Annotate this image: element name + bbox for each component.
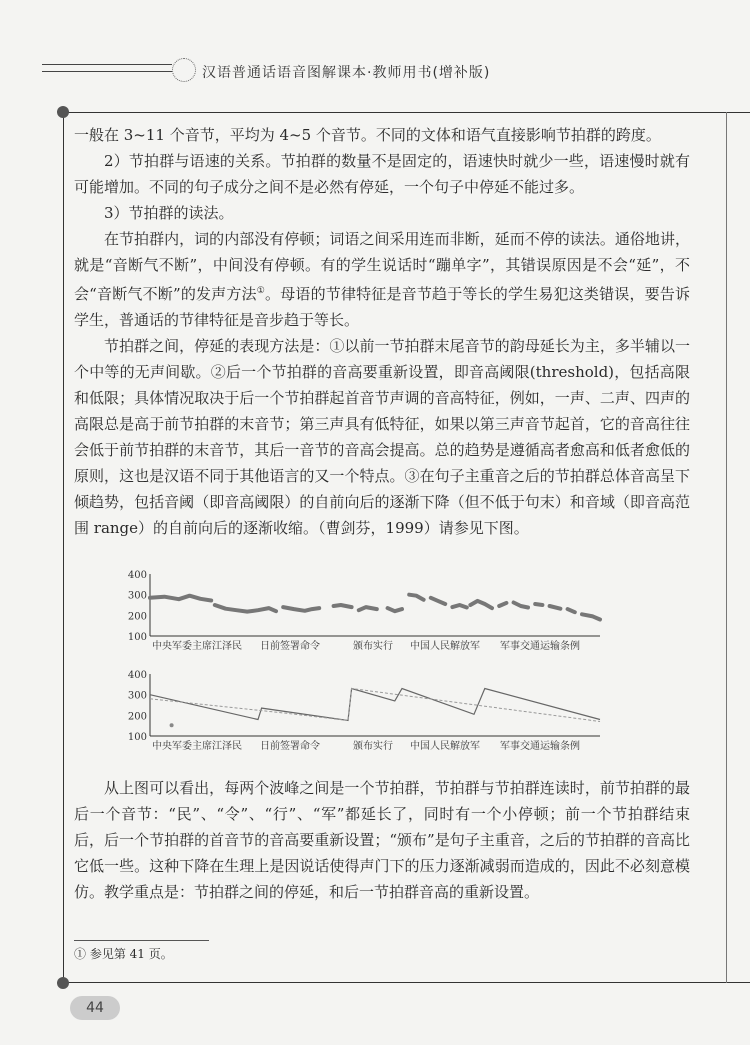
- y-tick-label: 200: [127, 711, 147, 723]
- y-tick-label: 200: [127, 611, 147, 623]
- pitch-contour-segment: [359, 607, 377, 610]
- data-point: [170, 723, 174, 727]
- corner-dot: [57, 977, 69, 989]
- y-tick-label: 400: [127, 570, 147, 581]
- y-tick-label: 100: [127, 632, 147, 643]
- pitch-contour-segment: [499, 603, 506, 606]
- header-ornament: [172, 58, 196, 82]
- pitch-contour-segment: [582, 614, 600, 619]
- pitch-contour-segment: [334, 605, 352, 607]
- frame-left-rule: [63, 112, 64, 983]
- running-header: 汉语普通话语音图解课本·教师用书(增补版): [202, 65, 491, 81]
- header-rule: [42, 64, 172, 78]
- paragraph: [74, 226, 690, 333]
- frame-bottom-rule: [63, 982, 750, 983]
- y-tick-label: 300: [127, 590, 147, 602]
- y-tick-label: 300: [127, 690, 147, 702]
- pitch-contour-segment: [215, 605, 276, 612]
- paragraph-text: 在节拍群内，词的内部没有停顿；词语之间采用连而非断，延而不停的读法。通俗地讲，就是“音断气不断”，中间没有停顿。有的学生说话时“蹦单字”，其错误原因是不会“延”，不会“音断气不断”的发声方法: [74, 230, 690, 303]
- pitch-contour-segment: [409, 595, 423, 600]
- category-label: 中国人民解放军: [410, 741, 480, 752]
- page-number: 44: [70, 996, 120, 1020]
- paragraph: 节拍群之间，停延的表现方法是：①以前一节拍群末尾音节的韵母延长为主，多半辅以一个中等的无声间歇。②后一个节拍群的音高要重新设置，即音高阈限(threshold)，包括高限和低限；具体情况取决于后一个节拍群起首音节声调的音高特征，例如，一声、二声、四声的高限总是高于前节拍群的末音节；第三声具有低特征，如果以第三声音节起首，它的音高往往会低于前节拍群的末音节，其后一音节的音高会提高。总的趋势是遵循高者愈高和低者愈低的原则，这也是汉语不同于其他语言的又一个特点。③在句子主重音之后的节拍群总体音高呈下倾趋势，包括音阈（即音高阈限）的自前向后的逐渐下降（但不低于句末）和音域（即音高范围 range）的自前向后的逐渐收缩。（曹剑芬，1999）请参见下图。: [74, 337, 690, 537]
- pitch-chart-stylized: [120, 666, 610, 758]
- pitch-contour-segment: [514, 603, 528, 608]
- pitch-line: [150, 689, 600, 722]
- footnote-rule: [74, 940, 209, 941]
- category-label: 颁布实行: [353, 641, 393, 652]
- category-label: 日前签署命令: [260, 741, 320, 752]
- pitch-contour-segment: [431, 598, 445, 604]
- pitch-contour-segment: [150, 596, 211, 601]
- footnote-marker: ①: [256, 286, 266, 296]
- y-tick-label: 400: [127, 670, 147, 681]
- pitch-contour-segment: [550, 606, 561, 609]
- pitch-chart-raw: [120, 566, 610, 656]
- paragraph: 3）节拍群的读法。: [104, 204, 234, 222]
- category-label: 中央军委主席江泽民: [152, 741, 242, 752]
- pitch-contour-segment: [388, 608, 402, 611]
- category-label: 军事交通运输条例: [500, 641, 580, 652]
- category-label: 中国人民解放军: [410, 641, 480, 652]
- paragraph: 一般在 3~11 个音节，平均为 4~5 个音节。不同的文体和语气直接影响节拍群的跨度。: [74, 126, 661, 144]
- category-label: 颁布实行: [353, 741, 393, 752]
- paragraph: 2）节拍群与语速的关系。节拍群的数量不是固定的，语速快时就少一些，语速慢时就有可能增加。不同的句子成分之间不是必然有停延，一个句子中停延不能过多。: [74, 152, 690, 196]
- category-label: 中央军委主席江泽民: [152, 641, 242, 652]
- pitch-contour-segment: [452, 605, 466, 608]
- body-text: [74, 122, 690, 541]
- corner-dot: [57, 106, 69, 118]
- pitch-contour-segment: [283, 607, 319, 611]
- frame-top-rule: [63, 112, 750, 113]
- paragraph: 从上图可以看出，每两个波峰之间是一个节拍群，节拍群与节拍群连读时，前节拍群的最后一个音节：“民”、“令”、“行”、“军”都延长了，同时有一个小停顿；前一个节拍群结束后，后一个节拍群的首音节的音高要重新设置；“颁布”是句子主重音，之后的节拍群的音高比它低一些。这种下降在生理上是因说话使得声门下的压力逐渐减弱而造成的，因此不必刻意模仿。教学重点是：节拍群之间的停延，和后一节拍群音高的重新设置。: [74, 779, 690, 901]
- pitch-contour-segment: [568, 609, 575, 612]
- paragraph-text: 。母语的节律特征是音节趋于等长的学生易犯这类错误，要告诉学生，普通话的节律特征是音步趋于等长。: [74, 285, 690, 329]
- category-label: 日前签署命令: [260, 641, 320, 652]
- frame-right-rule: [726, 112, 727, 983]
- footnote: ① 参见第 41 页。: [74, 947, 173, 961]
- body-text-after: [74, 775, 690, 905]
- y-tick-label: 100: [127, 732, 147, 743]
- pitch-contour-segment: [470, 601, 492, 608]
- pitch-line: [150, 689, 600, 721]
- pitch-contour-segment: [535, 604, 542, 605]
- category-label: 军事交通运输条例: [500, 741, 580, 752]
